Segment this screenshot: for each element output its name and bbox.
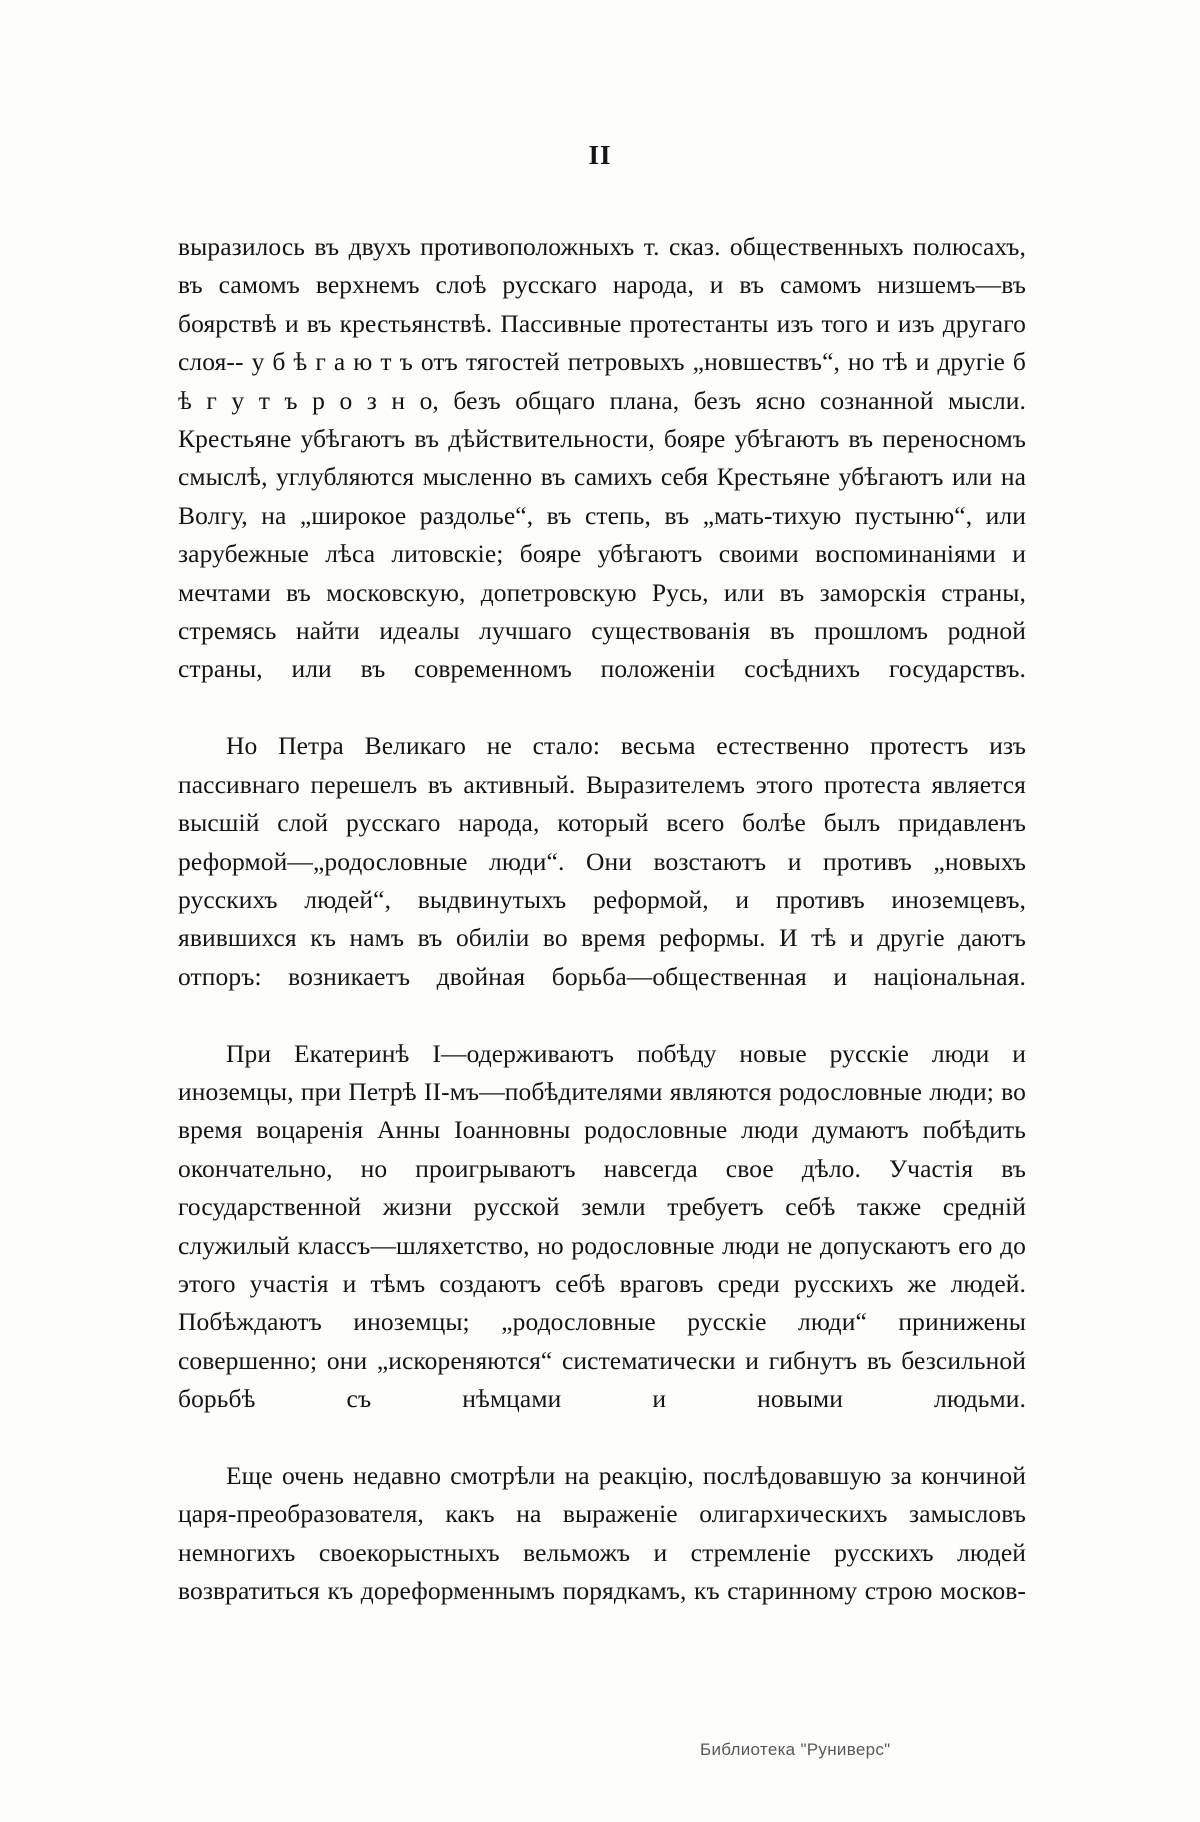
body-text bbox=[178, 228, 1026, 1649]
page-number: II bbox=[588, 140, 612, 170]
paragraph: Но Петра Великаго не стало: весьма естественно протестъ изъ пассивнаго перешелъ въ активный. Выразителемъ этого протеста является высшій слой русскаго народа, который всего болѣе былъ придавленъ реформой—„родословные люди“. Они возстаютъ и противъ „новыхъ русскихъ людей“, выдвинутыхъ реформой, и противъ иноземцевъ, явившихся къ намъ въ обиліи во время реформы. И тѣ и другіе даютъ отпоръ: возникаетъ двойная борьба—общественная и національная. bbox=[178, 731, 1026, 991]
paragraph: Еще очень недавно смотрѣли на реакцію, послѣдовавшую за кончиной царя-преобразователя, какъ на выраженіе олигархическихъ замысловъ немногихъ своекорыстныхъ вельможъ и стремленіе русскихъ людей возвратиться къ дореформеннымъ порядкамъ, къ старинному строю москов- bbox=[178, 1461, 1026, 1606]
paragraph: выразилось въ двухъ противоположныхъ т. сказ. общественныхъ полюсахъ, въ самомъ верхнемъ слоѣ русскаго народа, и въ самомъ низшемъ—въ боярствѣ и въ крестьянствѣ. Пассивные протестанты изъ того и изъ другаго слоя-- у б ѣ г а ю т ъ отъ тягостей петровыхъ „новшествъ“, но тѣ и другіе б ѣ г у т ъ р о з н о, безъ общаго плана, безъ ясно сознанной мысли. Крестьяне убѣгаютъ въ дѣйствительности, бояре убѣгаютъ въ переносномъ смыслѣ, углубляются мысленно въ самихъ себя Крестьяне убѣгаютъ или на Волгу, на „широкое раздолье“, въ степь, въ „мать-тихую пустыню“, или зарубежные лѣса литовскіе; бояре убѣгаютъ своими воспоминаніями и мечтами въ московскую, допетровскую Русь, или въ заморскія страны, стремясь найти идеалы лучшаго существованія въ прошломъ родной страны, или въ современномъ положеніи сосѣднихъ государствъ. bbox=[178, 232, 1026, 684]
library-credit: Библиотека "Руниверс" bbox=[700, 1740, 891, 1759]
paragraph: При Екатеринѣ I—одерживаютъ побѣду новые русскіе люди и иноземцы, при Петрѣ II-мъ—побѣдителями являются родословные люди; во время воцаренія Анны Іоанновны родословные люди думаютъ побѣдить окончательно, но проигрываютъ навсегда свое дѣло. Участія въ государственной жизни русской земли требуетъ себѣ также средній служилый классъ—шляхетство, но родословные люди не допускаютъ его до этого участія и тѣмъ создаютъ себѣ враговъ среди русскихъ же людей. Побѣждаютъ иноземцы; „родословные русскіе люди“ принижены совершенно; они „искореняются“ систематически и гибнутъ въ безсильной борьбѣ съ нѣмцами и новыми людьми. bbox=[178, 1038, 1026, 1414]
